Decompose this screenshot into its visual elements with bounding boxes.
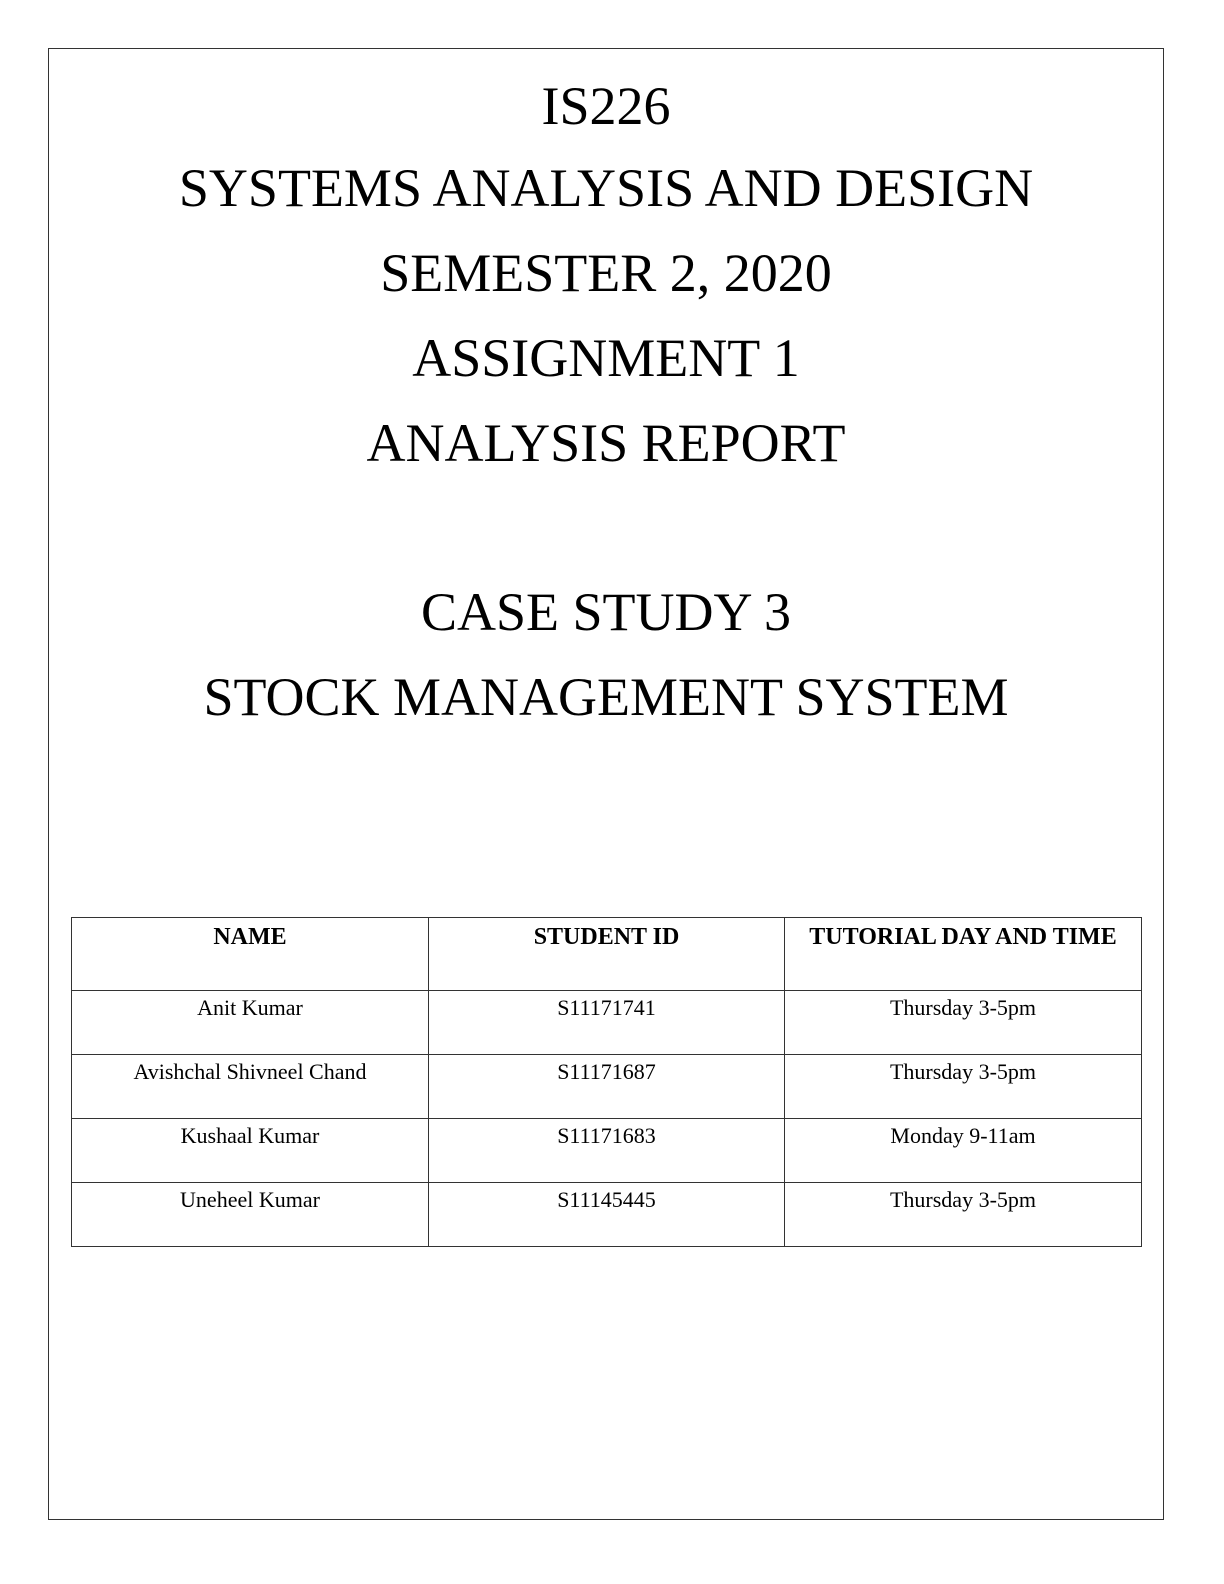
student-id: S11171741 xyxy=(429,991,785,1055)
student-name: Uneheel Kumar xyxy=(72,1183,429,1247)
assignment-title: ASSIGNMENT 1 xyxy=(412,328,800,388)
course-title: SYSTEMS ANALYSIS AND DESIGN xyxy=(178,158,1034,218)
student-name: Avishchal Shivneel Chand xyxy=(72,1055,429,1119)
course-code: IS226 xyxy=(541,76,671,136)
table-row xyxy=(72,1055,1142,1119)
case-study: CASE STUDY 3 xyxy=(420,582,792,642)
table-row xyxy=(72,991,1142,1055)
tutorial-time: Thursday 3-5pm xyxy=(785,1055,1142,1119)
tutorial-time: Thursday 3-5pm xyxy=(785,991,1142,1055)
student-id: S11145445 xyxy=(429,1183,785,1247)
header-student-id: STUDENT ID xyxy=(429,918,785,991)
table-row xyxy=(72,1119,1142,1183)
student-table xyxy=(71,917,1142,1247)
tutorial-time: Thursday 3-5pm xyxy=(785,1183,1142,1247)
semester: SEMESTER 2, 2020 xyxy=(380,243,832,303)
tutorial-time: Monday 9-11am xyxy=(785,1119,1142,1183)
student-name: Kushaal Kumar xyxy=(72,1119,429,1183)
project-title: STOCK MANAGEMENT SYSTEM xyxy=(203,667,1009,727)
student-name: Anit Kumar xyxy=(72,991,429,1055)
report-type: ANALYSIS REPORT xyxy=(366,413,846,473)
table-header-row xyxy=(72,918,1142,991)
header-name: NAME xyxy=(72,918,429,991)
header-tutorial-day-time: TUTORIAL DAY AND TIME xyxy=(785,918,1142,991)
student-id: S11171687 xyxy=(429,1055,785,1119)
table-row xyxy=(72,1183,1142,1247)
student-id: S11171683 xyxy=(429,1119,785,1183)
